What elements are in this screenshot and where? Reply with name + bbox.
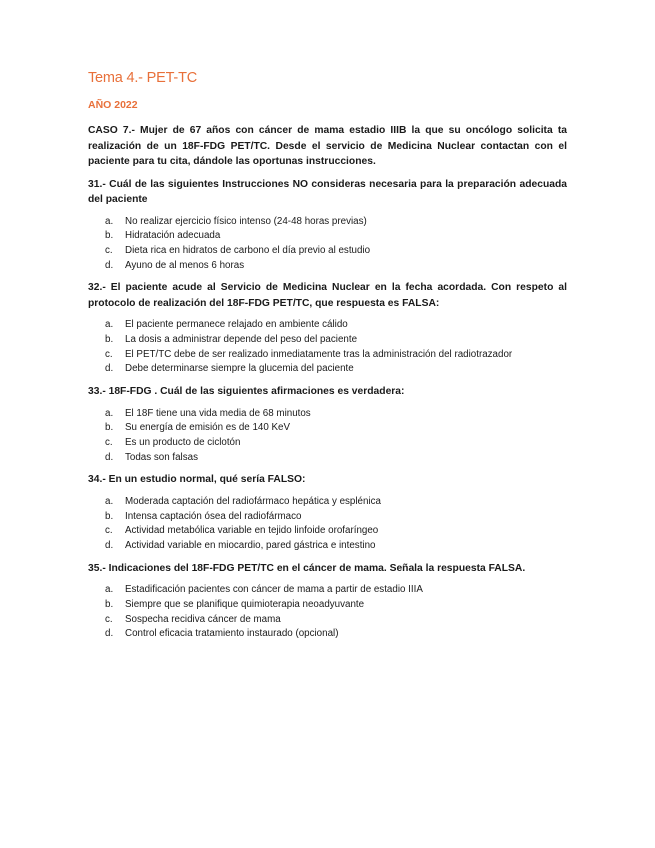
option-letter: c. <box>105 348 113 360</box>
document-page <box>88 70 567 649</box>
option-letter: c. <box>105 244 113 256</box>
option-c <box>88 436 567 451</box>
option-d <box>88 627 567 642</box>
option-text: Siempre que se planifique quimioterapia neoadyuvante <box>125 598 365 610</box>
option-a <box>88 407 567 422</box>
question-text: 31.- Cuál de las siguientes Instrucciones NO consideras necesaria para la preparación adecuada del paciente <box>88 178 567 205</box>
option-letter: a. <box>105 319 114 331</box>
option-letter: c. <box>105 613 113 625</box>
option-b <box>88 510 567 525</box>
option-text: Su energía de emisión es de 140 KeV <box>125 422 291 434</box>
option-a <box>88 318 567 333</box>
option-text: Estadificación pacientes con cáncer de mama a partir de estadio IIIA <box>125 584 423 596</box>
option-a <box>88 495 567 510</box>
options-list <box>88 318 567 377</box>
question-35 <box>88 561 567 642</box>
option-text: Sospecha recidiva cáncer de mama <box>125 613 281 625</box>
options-list <box>88 215 567 274</box>
question-text: 33.- 18F-FDG . Cuál de las siguientes afirmaciones es verdadera: <box>88 386 405 398</box>
case-statement: CASO 7.- Mujer de 67 años con cáncer de mama estadio IIIB la que su oncólogo solicita ta realización de un 18F-FDG PET/TC. Desde el servicio de Medicina Nuclear contactan con el paciente para tu cita, dándole las oportunas instrucciones. <box>88 125 567 167</box>
question-34 <box>88 472 567 553</box>
option-b <box>88 333 567 348</box>
option-letter: b. <box>105 510 114 522</box>
option-c <box>88 348 567 363</box>
option-a <box>88 215 567 230</box>
option-letter: d. <box>105 540 114 552</box>
topic-title: Tema 4.- PET-TC <box>88 70 197 86</box>
option-letter: b. <box>105 598 114 610</box>
option-text: Dieta rica en hidratos de carbono el día previo al estudio <box>125 244 371 256</box>
option-letter: d. <box>105 363 114 375</box>
option-text: Moderada captación del radiofármaco hepática y esplénica <box>125 495 381 507</box>
option-text: Actividad variable en miocardio, pared gástrica e intestino <box>125 540 376 552</box>
option-d <box>88 539 567 554</box>
option-a <box>88 583 567 598</box>
option-c <box>88 613 567 628</box>
option-c <box>88 244 567 259</box>
option-b <box>88 421 567 436</box>
question-32 <box>88 280 567 377</box>
options-list <box>88 583 567 642</box>
year-heading: AÑO 2022 <box>88 99 138 111</box>
option-letter: c. <box>105 525 113 537</box>
option-letter: d. <box>105 259 114 271</box>
option-letter: b. <box>105 422 114 434</box>
option-letter: b. <box>105 230 114 242</box>
option-b <box>88 598 567 613</box>
option-d <box>88 259 567 274</box>
question-text: 35.- Indicaciones del 18F-FDG PET/TC en el cáncer de mama. Señala la respuesta FALSA. <box>88 562 526 574</box>
option-letter: a. <box>105 407 114 419</box>
option-d <box>88 451 567 466</box>
question-33 <box>88 384 567 465</box>
option-text: Hidratación adecuada <box>125 230 221 242</box>
option-text: Control eficacia tratamiento instaurado (opcional) <box>125 628 339 640</box>
option-letter: c. <box>105 437 113 449</box>
option-text: El paciente permanece relajado en ambiente cálido <box>125 319 348 331</box>
option-d <box>88 362 567 377</box>
option-text: Debe determinarse siempre la glucemia del paciente <box>125 363 354 375</box>
options-list <box>88 495 567 554</box>
option-letter: a. <box>105 495 114 507</box>
option-letter: b. <box>105 334 114 346</box>
option-text: No realizar ejercicio físico intenso (24-48 horas previas) <box>125 215 367 227</box>
option-text: El PET/TC debe de ser realizado inmediatamente tras la administración del radiotrazador <box>125 348 513 360</box>
question-31 <box>88 177 567 274</box>
option-letter: a. <box>105 584 114 596</box>
question-text: 34.- En un estudio normal, qué sería FALSO: <box>88 474 306 486</box>
option-letter: d. <box>105 451 114 463</box>
option-text: Intensa captación ósea del radiofármaco <box>125 510 302 522</box>
option-text: El 18F tiene una vida media de 68 minutos <box>125 407 311 419</box>
option-b <box>88 229 567 244</box>
option-text: Todas son falsas <box>125 451 198 463</box>
option-c <box>88 524 567 539</box>
option-letter: a. <box>105 215 114 227</box>
option-text: Ayuno de al menos 6 horas <box>125 259 245 271</box>
option-letter: d. <box>105 628 114 640</box>
option-text: Actividad metabólica variable en tejido linfoide orofaríngeo <box>125 525 379 537</box>
question-text: 32.- El paciente acude al Servicio de Medicina Nuclear en la fecha acordada. Con respeto al protocolo de realización del 18F-FDG PET/TC, que respuesta es FALSA: <box>88 282 567 309</box>
option-text: La dosis a administrar depende del peso del paciente <box>125 334 358 346</box>
option-text: Es un producto de ciclotón <box>125 437 241 449</box>
options-list <box>88 407 567 466</box>
